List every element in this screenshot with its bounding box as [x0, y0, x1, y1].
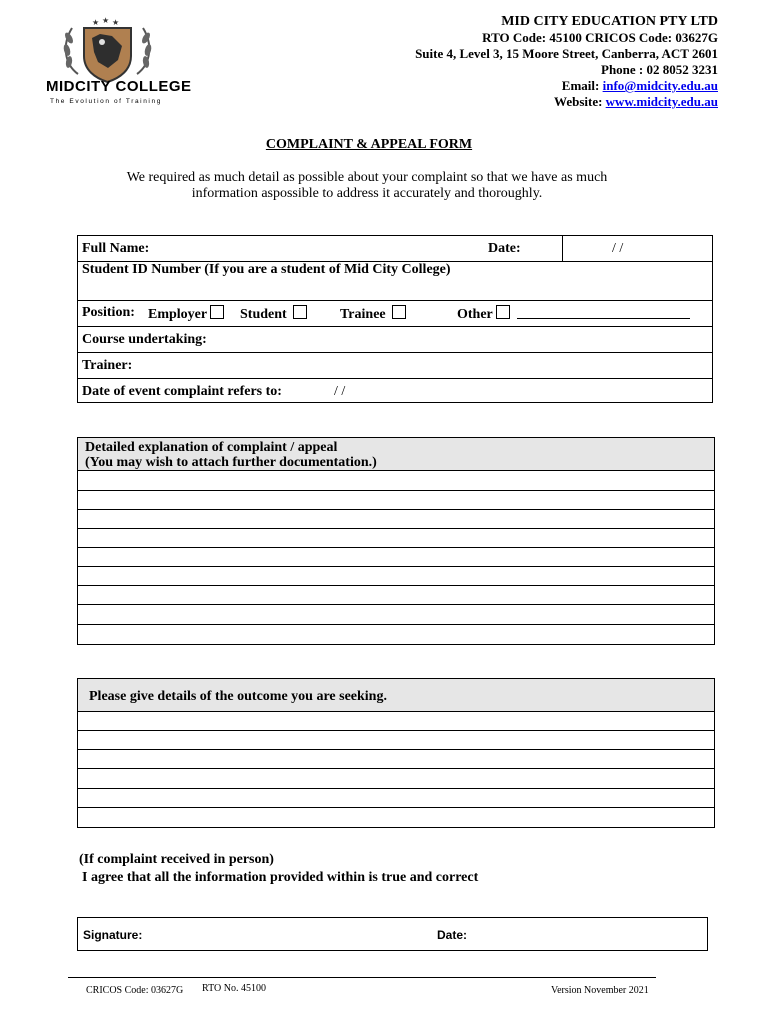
company-codes: RTO Code: 45100 CRICOS Code: 03627G	[482, 30, 718, 45]
company-website	[415, 94, 718, 110]
other-label: Other	[457, 307, 493, 322]
statement-line-2: I agree that all the information provided within is true and correct	[82, 870, 479, 885]
signature-date-label: Date:	[437, 928, 468, 942]
company-phone: Phone : 02 8052 3231	[601, 62, 718, 77]
company-address: Suite 4, Level 3, 15 Moore Street, Canberra, ACT 2601	[415, 46, 718, 61]
svg-text:★: ★	[102, 16, 110, 25]
full-name-label: Full Name:	[82, 241, 150, 256]
intro-line-2: information aspossible to address it accurately and thoroughly.	[191, 186, 543, 201]
intro-line-1: We required as much detail as possible about your complaint so that we have as much	[126, 170, 608, 185]
trainee-option[interactable]	[340, 305, 406, 323]
signature-label: Signature:	[83, 928, 143, 942]
position-label: Position:	[82, 305, 135, 320]
employer-label: Employer	[148, 307, 208, 322]
crest-icon	[40, 16, 175, 86]
footer-version: Version November 2021	[551, 985, 649, 996]
form-intro	[60, 170, 674, 202]
trainee-label: Trainee	[340, 307, 386, 322]
logo-tagline: The Evolution of Training	[50, 98, 162, 105]
other-option[interactable]	[457, 305, 510, 323]
date-label: Date:	[488, 241, 521, 256]
svg-text:★: ★	[112, 18, 120, 27]
outcome-box	[77, 678, 715, 828]
other-input-line[interactable]	[517, 318, 690, 319]
company-email	[415, 78, 718, 94]
outcome-heading: Please give details of the outcome you are seeking.	[89, 689, 387, 704]
website-link[interactable]: www.midcity.edu.au	[605, 94, 718, 109]
company-name: MID CITY EDUCATION PTY LTD	[501, 14, 718, 29]
student-id-label: Student ID Number (If you are a student of Mid City College)	[82, 262, 451, 277]
outcome-header	[78, 679, 714, 712]
explanation-heading-1: Detailed explanation of complaint / appeal	[85, 440, 338, 455]
email-label: Email:	[561, 78, 600, 93]
company-header	[415, 14, 718, 110]
website-label: Website:	[554, 94, 603, 109]
student-option[interactable]	[240, 305, 307, 323]
student-label: Student	[240, 307, 287, 322]
explanation-box	[77, 437, 715, 645]
employer-option[interactable]	[148, 305, 224, 323]
event-date-field[interactable]: / /	[334, 384, 346, 399]
footer-rto: RTO No. 45100	[202, 983, 266, 994]
logo-name: MIDCITY COLLEGE	[46, 78, 192, 95]
explanation-heading-2: (You may wish to attach further documentation.)	[85, 455, 377, 470]
signature-box	[77, 917, 708, 951]
employer-checkbox[interactable]	[210, 305, 224, 319]
svg-text:★: ★	[92, 18, 100, 27]
details-table	[77, 235, 713, 403]
trainer-label: Trainer:	[82, 358, 133, 373]
agreement-statement	[79, 851, 478, 887]
explanation-header	[78, 438, 714, 471]
other-checkbox[interactable]	[496, 305, 510, 319]
trainee-checkbox[interactable]	[392, 305, 406, 319]
statement-line-1: (If complaint received in person)	[79, 852, 274, 867]
event-date-label: Date of event complaint refers to:	[82, 384, 282, 399]
form-title: COMPLAINT & APPEAL FORM	[265, 137, 473, 152]
footer-cricos: CRICOS Code: 03627G	[86, 985, 184, 996]
email-link[interactable]: info@midcity.edu.au	[602, 78, 718, 93]
student-checkbox[interactable]	[293, 305, 307, 319]
date-field[interactable]: / /	[612, 241, 624, 256]
footer-divider	[68, 977, 656, 978]
course-label: Course undertaking:	[82, 332, 207, 347]
